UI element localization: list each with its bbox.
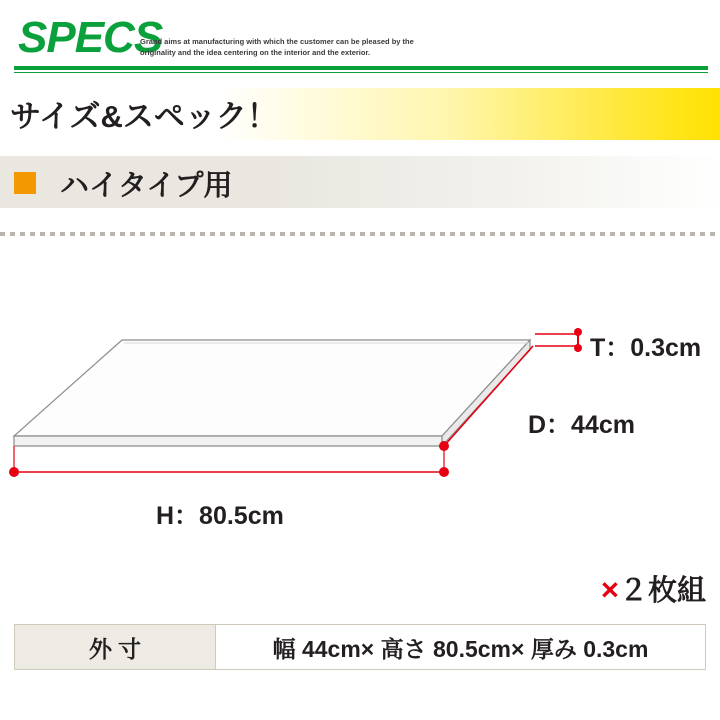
spec-table-header: 外寸 bbox=[15, 625, 216, 669]
height-label: H：80.5cm bbox=[156, 502, 284, 530]
spec-table bbox=[14, 624, 706, 670]
header-rule-thick bbox=[14, 66, 708, 70]
depth-label: D：44cm bbox=[528, 411, 635, 439]
quantity-multiplier: × bbox=[600, 572, 619, 607]
dim-dot-thickness-top bbox=[574, 328, 582, 336]
subsection-title: ハイタイプ用 bbox=[60, 170, 233, 202]
dim-dot-thickness-bottom bbox=[574, 344, 582, 352]
board-top-face bbox=[14, 340, 530, 436]
bullet-square-icon bbox=[14, 172, 36, 194]
spec-table-value: 幅 44cm× 高さ 80.5cm× 厚み 0.3cm bbox=[272, 635, 649, 662]
quantity-note bbox=[601, 568, 706, 609]
page-header bbox=[0, 0, 720, 74]
quantity-text: ２枚組 bbox=[618, 575, 706, 607]
header-tagline: Grand aims at manufacturing with which the customer can be pleased by the originality and the idea centering on the interior and the exterior. bbox=[140, 37, 414, 58]
thickness-label: T：0.3cm bbox=[590, 334, 702, 362]
header-rule-thin bbox=[14, 72, 708, 73]
specs-logo: SPECS bbox=[18, 13, 163, 62]
section-title: サイズ&スペック！ bbox=[10, 99, 278, 134]
board-front-edge bbox=[14, 436, 442, 446]
dotted-divider bbox=[0, 232, 720, 236]
